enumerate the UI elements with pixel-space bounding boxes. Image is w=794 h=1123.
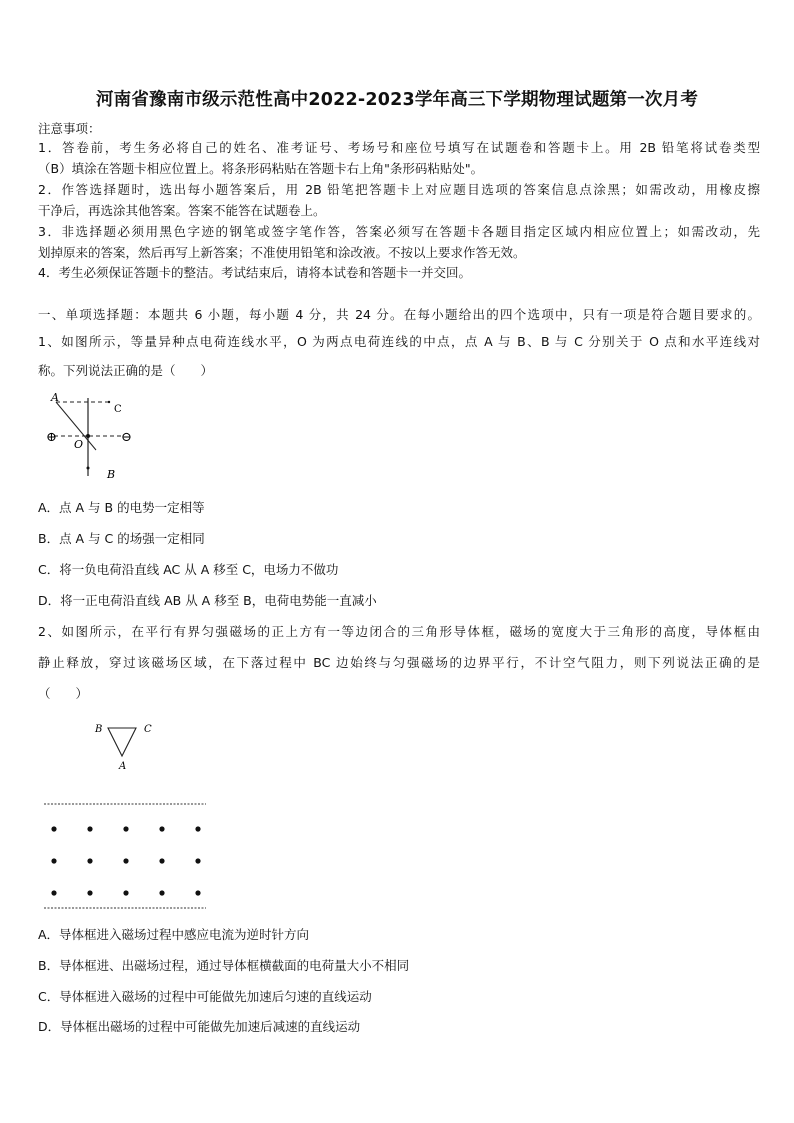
field-dot: [195, 890, 200, 895]
q1-stem: 称。下列说法正确的是（ ）: [38, 363, 214, 378]
field-dot: [87, 858, 92, 863]
field-dot: [51, 890, 56, 895]
field-dot: [51, 858, 56, 863]
label-a: A: [119, 761, 127, 772]
label-c: C: [114, 404, 122, 415]
field-dot: [123, 890, 128, 895]
q2-stem: 静止释放，穿过该磁场区域，在下落过程中 BC 边始终与匀强磁场的边界平行，不计空气阻力，则下列说法正确的是: [38, 655, 760, 670]
field-dot: [51, 826, 56, 831]
point-o: [86, 434, 90, 438]
q2-option-d: D．导体框出磁场的过程中可能做先加速后减速的直线运动: [38, 1019, 361, 1034]
q2-option-a: A．导体框进入磁场过程中感应电流为逆时针方向: [38, 927, 310, 942]
q1-option-c: C．将一负电荷沿直线 AC 从 A 移至 C，电场力不做功: [38, 562, 339, 577]
label-b: B: [107, 468, 116, 481]
field-dot: [87, 890, 92, 895]
field-dot: [159, 890, 164, 895]
notice-line: 干净后，再选涂其他答案。答案不能答在试题卷上。: [38, 203, 326, 218]
label-c: C: [144, 724, 152, 735]
notice-line: 1．答卷前，考生务必将自己的姓名、准考证号、考场号和座位号填写在试题卷和答题卡上。用 2B 铅笔将试卷类型: [38, 140, 760, 155]
q2-magnetic-field-diagram: [40, 798, 212, 914]
triangle-frame: [108, 728, 136, 756]
label-a: A: [51, 391, 59, 404]
label-b: B: [95, 724, 103, 735]
field-dot: [87, 826, 92, 831]
notice-line: 3．非选择题必须用黑色字迹的钢笔或签字笔作答，答案必须写在答题卡各题目指定区域内相应位置上；如需改动，先: [38, 224, 760, 239]
page-title: 河南省豫南市级示范性高中2022-2023学年高三下学期物理试题第一次月考: [95, 90, 699, 110]
field-dot: [159, 858, 164, 863]
notice-line: 2．作答选择题时，选出每小题答案后，用 2B 铅笔把答题卡上对应题目选项的答案信息点涂黑；如需改动，用橡皮擦: [38, 182, 760, 197]
point-c: [108, 401, 110, 403]
q1-charge-diagram: [36, 390, 146, 482]
q1-option-a: A．点 A 与 B 的电势一定相等: [38, 500, 205, 515]
field-dot: [123, 826, 128, 831]
point-b: [87, 467, 90, 470]
q1-option-b: B．点 A 与 C 的场强一定相同: [38, 531, 205, 546]
notice-line: 划掉原来的答案，然后再写上新答案；不准使用铅笔和涂改液。不按以上要求作答无效。: [38, 245, 526, 260]
q2-option-c: C．导体框进入磁场的过程中可能做先加速后匀速的直线运动: [38, 989, 372, 1004]
field-dot: [123, 858, 128, 863]
notice-line: （B）填涂在答题卡相应位置上。将条形码粘贴在答题卡右上角"条形码粘贴处"。: [38, 161, 484, 176]
field-dot: [159, 826, 164, 831]
notice-line: 4．考生必须保证答题卡的整洁。考试结束后，请将本试卷和答题卡一并交回。: [38, 265, 471, 280]
field-dots: [51, 826, 200, 895]
notice-heading: 注意事项：: [38, 121, 101, 136]
negative-charge-icon: ⊖: [121, 430, 132, 445]
q2-triangle-frame-diagram: [90, 718, 160, 774]
q2-stem: （ ）: [38, 686, 89, 701]
field-dot: [195, 826, 200, 831]
q2-stem: 2、如图所示，在平行有界匀强磁场的正上方有一等边闭合的三角形导体框，磁场的宽度大于三角形的高度，导体框由: [38, 624, 760, 639]
positive-charge-icon: ⊕: [46, 430, 57, 445]
q2-option-b: B．导体框进、出磁场过程，通过导体框横截面的电荷量大小不相同: [38, 958, 410, 973]
q1-stem: 1、如图所示，等量异种点电荷连线水平，O 为两点电荷连线的中点，点 A 与 B、B 与 C 分别关于 O 点和水平连线对: [38, 334, 760, 349]
q1-option-d: D．将一正电荷沿直线 AB 从 A 移至 B，电荷电势能一直减小: [38, 593, 377, 608]
section-heading: 一、单项选择题：本题共 6 小题，每小题 4 分，共 24 分。在每小题给出的四个选项中，只有一项是符合题目要求的。: [38, 307, 760, 322]
field-dot: [195, 858, 200, 863]
label-o: O: [74, 438, 84, 451]
